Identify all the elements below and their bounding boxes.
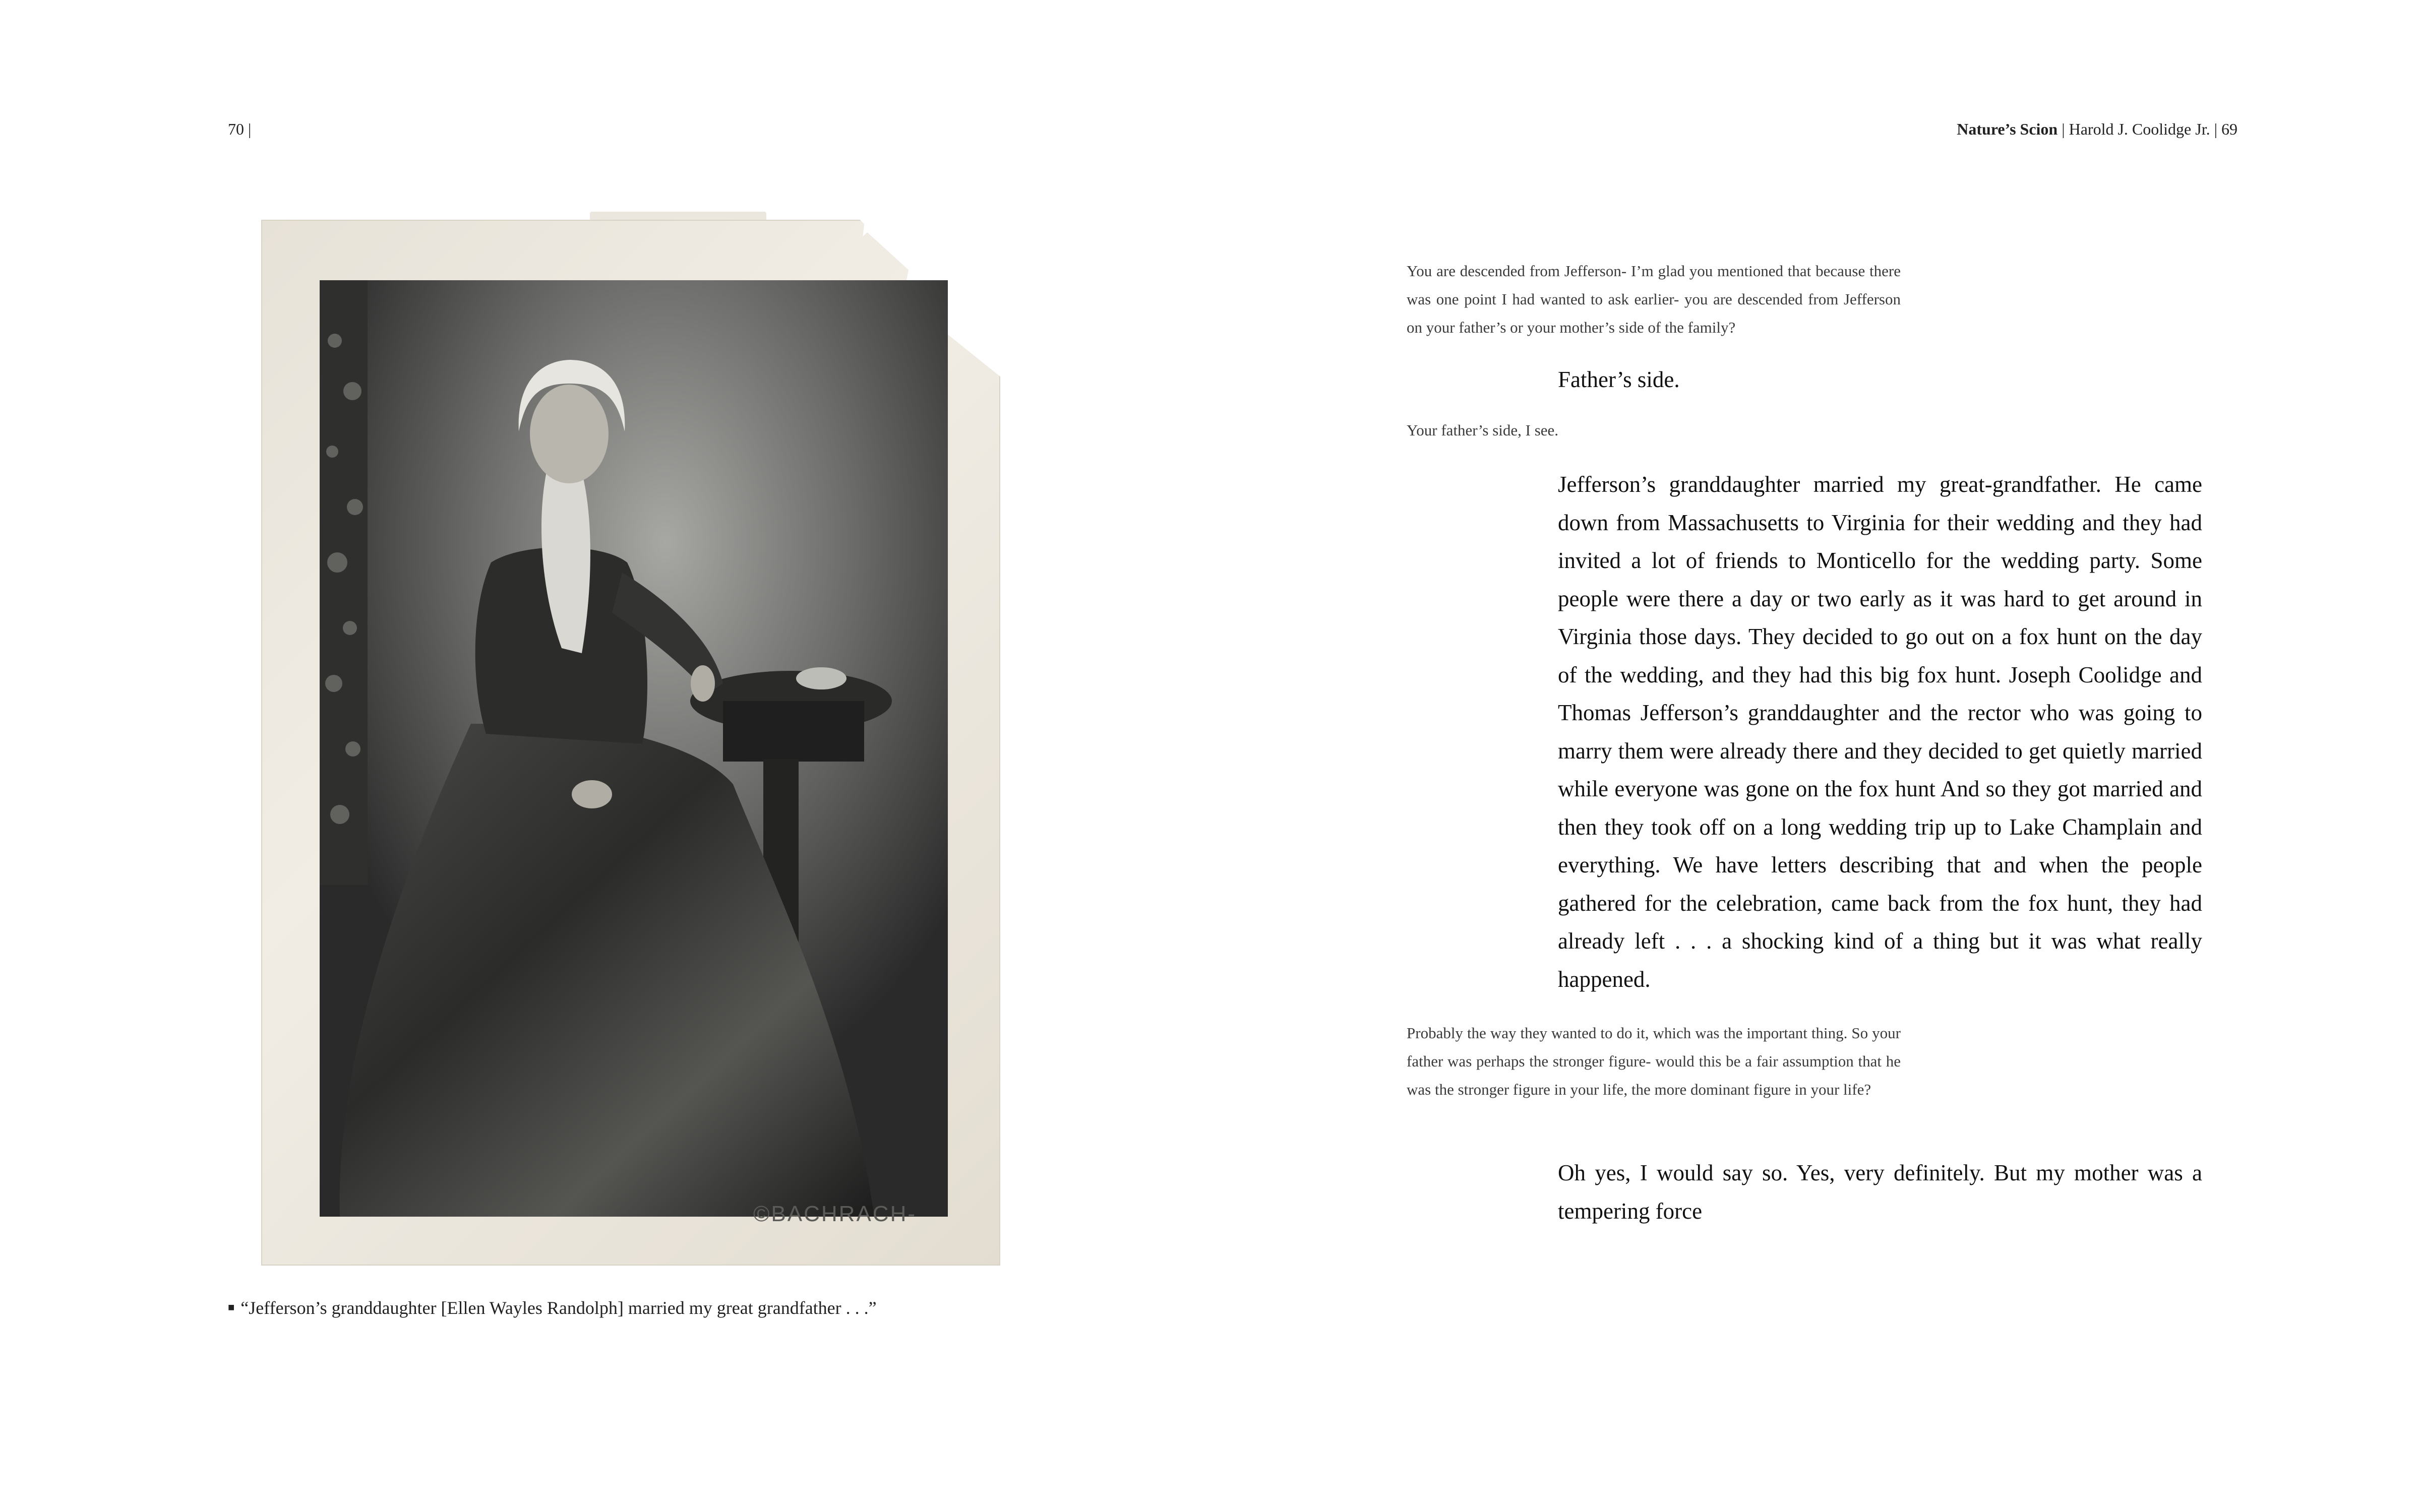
- running-head-title: Nature’s Scion: [1957, 120, 2058, 138]
- portrait-illustration: [320, 280, 948, 1217]
- running-head-rest: | Harold J. Coolidge Jr. | 69: [2058, 120, 2237, 138]
- caption-text: “Jefferson’s granddaughter [Ellen Wayles Randolph] married my great grandfather . . .”: [240, 1298, 877, 1318]
- running-head: [1957, 120, 2237, 139]
- photo-torn-edge: [590, 212, 766, 221]
- photo-credit-stamp: ©BACHRACH-: [753, 1202, 917, 1226]
- page-number-left: 70 |: [228, 120, 252, 138]
- interview-answer-1: Father’s side.: [1558, 367, 1680, 392]
- interview-question-1: You are descended from Jefferson- I’m glad you mentioned that because there was one point I had wanted to ask earlier- you are descended from Jefferson on your father’s or your mother’s side of the family?: [1407, 262, 1901, 336]
- interview-question-2: Your father’s side, I see.: [1407, 421, 1559, 439]
- photo-caption: [228, 1297, 877, 1318]
- interview-question-3: Probably the way they wanted to do it, which was the important thing. So your father was perhaps the stronger figure- would this be a fair assumption that he was the stronger figure in your life, the more dominant figure in your life?: [1407, 1024, 1901, 1098]
- portrait-photograph: [320, 280, 948, 1217]
- interview-answer-3: Oh yes, I would say so. Yes, very definitely. But my mother was a tempering force: [1558, 1160, 2202, 1224]
- interview-answer-2: Jefferson’s granddaughter married my great-grandfather. He came down from Massachusetts to Virginia for their wedding and they had invited a lot of friends to Monticello for the wedding party. Some people were there a day or two early as it was hard to get around in Virginia those days. They decided to go out on a fox hunt on the day of the wedding, and they had this big fox hunt. Joseph Coolidge and Thomas Jefferson’s granddaughter and the rector who was going to marry them were already there and they decided to get quietly married while everyone was gone on the fox hunt And so they got married and then they took off on a long wedding trip up to Lake Champlain and everything. We have letters describing that and when the people gathered for the celebration, came back from the fox hunt, they had already left . . . a shocking kind of a thing but it was what really happened.: [1558, 472, 2202, 992]
- bullet-icon: ■: [228, 1301, 235, 1313]
